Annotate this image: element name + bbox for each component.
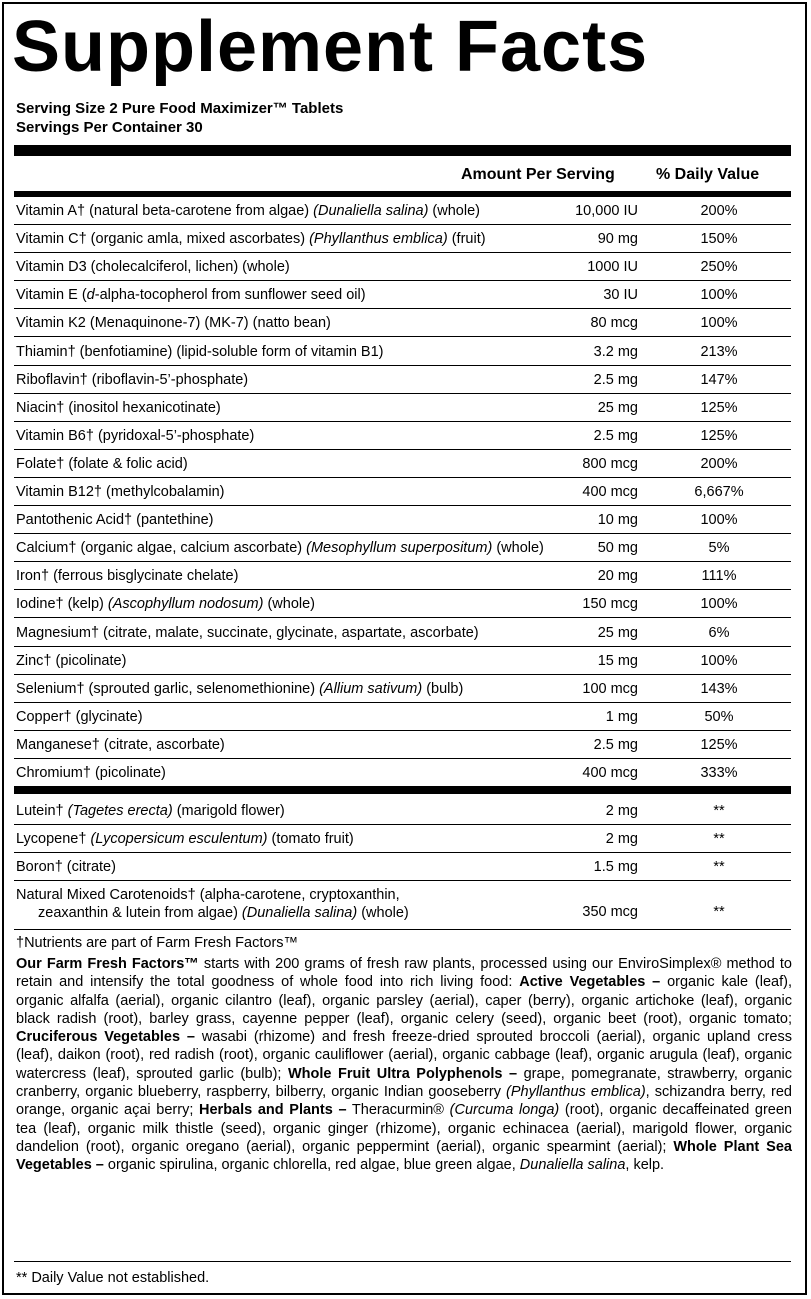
nutrient-name — [16, 764, 166, 782]
sea-vegetables-text-2: , kelp. — [625, 1157, 665, 1174]
nutrient-name-text: Boron† (citrate) — [16, 859, 116, 876]
nutrient-name-suffix: -alpha-tocopherol from sunflower seed oil) — [94, 287, 366, 304]
carotenoid-line1: Natural Mixed Carotenoids† (alpha-carotene, cryptoxanthin, — [16, 887, 400, 903]
dagger-footnote: †Nutrients are part of Farm Fresh Factors™ — [16, 935, 299, 951]
active-vegetables-heading: Active Vegetables – — [519, 974, 661, 991]
nutrient-name-text: Thiamin† (benfotiamine) (lipid-soluble form of vitamin B1) — [16, 343, 384, 360]
table-row — [14, 825, 791, 853]
nutrient-daily-value: 50% — [704, 708, 734, 725]
nutrient-amount: 30 IU — [603, 287, 638, 304]
nutrient-daily-value: 100% — [700, 652, 738, 669]
nutrient-amount: 50 mg — [597, 540, 638, 557]
nutrient-name — [16, 886, 409, 922]
nutrient-amount: 80 mcg — [590, 315, 638, 332]
nutrient-name — [16, 343, 383, 361]
carotenoid-latin-name: (Dunaliella salina) — [241, 905, 358, 921]
thick-divider-middle — [14, 786, 791, 794]
herbals-text-2: (root), organic decaffeinated green tea (leaf), organic milk thistle (seed), organic ginger (rhizome), organic echinacea (aerial), marigold flower, organic dandelion (root), organic oregano (aerial), organic peppermint (aerial), organic spearmint (aerial); — [16, 1102, 792, 1155]
nutrient-name — [16, 595, 315, 613]
nutrient-name-suffix: (fruit) — [447, 231, 486, 248]
nutrient-name — [16, 258, 290, 276]
nutrient-daily-value: 147% — [700, 371, 738, 388]
nutrient-name-suffix: (bulb) — [422, 680, 464, 697]
cruciferous-heading: Cruciferous Vegetables – — [16, 1029, 195, 1046]
nutrient-name — [16, 708, 143, 726]
nutrient-daily-value: 213% — [700, 343, 738, 360]
divider-bottom — [14, 1261, 791, 1262]
farm-fresh-paragraph — [16, 955, 792, 1175]
nutrient-daily-value: 125% — [700, 399, 738, 416]
nutrient-daily-value: 200% — [700, 203, 738, 219]
table-row — [14, 281, 791, 309]
table-row — [14, 590, 791, 618]
nutrient-name-text: Selenium† (sprouted garlic, selenomethionine) — [16, 680, 320, 697]
nutrient-daily-value: 100% — [700, 287, 738, 304]
nutrient-name-suffix: (whole) — [428, 203, 480, 219]
nutrient-name — [16, 427, 254, 445]
nutrient-name — [16, 830, 354, 848]
nutrient-name — [16, 624, 479, 642]
table-row — [14, 338, 791, 366]
nutrient-amount: 150 mcg — [582, 596, 638, 613]
nutrient-daily-value: 111% — [701, 568, 737, 585]
table-row — [14, 797, 791, 825]
fruit-text: grape, pomegranate, strawberry, organic cranberry, organic blueberry, raspberry, bilberry, organic Indian gooseberry — [16, 1065, 792, 1101]
nutrient-daily-value: 100% — [700, 596, 738, 613]
nutrient-name-text: Vitamin E ( — [16, 287, 87, 304]
table-row — [14, 394, 791, 422]
nutrient-amount: 25 mg — [597, 399, 638, 416]
nutrient-name-text: Vitamin K2 (Menaquinone-7) (MK-7) (natto bean) — [16, 315, 331, 332]
sea-vegetables-heading: Whole Plant Sea Vegetables – — [16, 1138, 792, 1174]
carotenoid-line2-suffix: (whole) — [357, 905, 409, 921]
nutrient-latin-name: d — [86, 287, 95, 304]
nutrient-name-text: Lycopene† — [16, 831, 91, 848]
serving-size: Serving Size 2 Pure Food Maximizer™ Tablets — [16, 100, 344, 117]
table-row — [14, 422, 791, 450]
table-row — [14, 619, 791, 647]
daily-value-header: % Daily Value — [656, 166, 760, 183]
table-row — [14, 366, 791, 394]
nutrient-name — [16, 736, 225, 754]
farm-fresh-intro: starts with 200 grams of fresh raw plants, processed using our EnviroSimplex® method to retain and intensify the total goodness of whole food into rich living food: — [16, 956, 792, 991]
nutrient-name-text: Zinc† (picolinate) — [16, 652, 127, 669]
nutrient-name-text: Vitamin D3 (cholecalciferol, lichen) (whole) — [16, 259, 290, 276]
nutrient-name — [16, 539, 544, 557]
nutrient-name — [16, 314, 331, 332]
nutrient-name — [16, 567, 238, 585]
nutrient-daily-value: 333% — [700, 765, 738, 781]
nutrient-name-text: Folate† (folate & folic acid) — [16, 455, 188, 472]
nutrient-name-suffix: (tomato fruit) — [267, 831, 354, 848]
nutrient-latin-name: (Ascophyllum nodosum) — [107, 596, 264, 613]
page-title: Supplement Facts — [12, 7, 649, 87]
nutrient-name-text: Niacin† (inositol hexanicotinate) — [16, 399, 221, 416]
nutrient-amount: 2 mg — [605, 831, 638, 848]
table-row — [14, 478, 791, 506]
nutrient-name — [16, 230, 486, 248]
table-row — [14, 450, 791, 478]
nutrient-amount: 400 mcg — [582, 765, 638, 781]
nutrient-name-suffix: (whole) — [492, 540, 544, 557]
nutrient-latin-name: (Lycopersicum esculentum) — [90, 831, 268, 848]
nutrient-name-text: Iodine† (kelp) — [16, 596, 108, 613]
nutrient-daily-value: 200% — [700, 455, 738, 472]
table-row — [14, 703, 791, 731]
daily-value-footnote: ** Daily Value not established. — [16, 1270, 210, 1286]
nutrient-name-text: Vitamin B6† (pyridoxal-5’-phosphate) — [16, 427, 255, 444]
table-row — [14, 647, 791, 675]
nutrient-amount: 10,000 IU — [575, 203, 638, 219]
nutrient-name-text: Calcium† (organic algae, calcium ascorbate) — [16, 540, 307, 557]
nutrient-amount: 100 mcg — [582, 680, 638, 697]
nutrient-amount: 20 mg — [597, 568, 638, 585]
nutrient-name — [16, 680, 463, 698]
carotenoid-line2 — [16, 905, 409, 921]
fruit-latin-name: (Phyllanthus emblica) — [506, 1084, 646, 1101]
servings-per-container: Servings Per Container 30 — [16, 119, 203, 136]
nutrient-daily-value: ** — [713, 904, 725, 920]
nutrient-amount: 90 mg — [597, 231, 638, 248]
nutrient-name-text: Vitamin A† (natural beta-carotene from algae) — [16, 203, 314, 219]
nutrient-name-text: Pantothenic Acid† (pantethine) — [16, 512, 214, 529]
herbals-latin-name: (Curcuma longa) — [449, 1102, 560, 1119]
nutrient-amount: 1.5 mg — [593, 859, 638, 876]
nutrient-name — [16, 483, 224, 501]
nutrient-name-text: Magnesium† (citrate, malate, succinate, glycinate, aspartate, ascorbate) — [16, 624, 479, 641]
nutrient-daily-value: 100% — [700, 315, 738, 332]
nutrient-amount: 2.5 mg — [593, 427, 638, 444]
farm-fresh-lead: Our Farm Fresh Factors™ — [16, 956, 199, 972]
nutrient-amount: 1000 IU — [587, 259, 638, 276]
nutrient-name-text: Vitamin C† (organic amla, mixed ascorbates) — [16, 231, 310, 248]
nutrient-name — [16, 202, 480, 220]
herbals-heading: Herbals and Plants – — [199, 1102, 347, 1119]
nutrient-name-text: Iron† (ferrous bisglycinate chelate) — [16, 568, 239, 585]
nutrient-daily-value: 150% — [700, 231, 738, 248]
table-row — [14, 253, 791, 281]
table-row — [14, 853, 791, 881]
nutrient-name-text: Chromium† (picolinate) — [16, 765, 166, 781]
thick-divider-top — [14, 145, 791, 156]
nutrient-amount: 2.5 mg — [593, 371, 638, 388]
nutrient-name — [16, 399, 221, 417]
nutrient-name-text: Lutein† — [16, 803, 68, 819]
nutrient-name-text: Manganese† (citrate, ascorbate) — [16, 736, 225, 753]
amount-header: Amount Per Serving — [461, 166, 615, 183]
nutrient-daily-value: 100% — [700, 512, 738, 529]
nutrient-daily-value: 5% — [708, 540, 730, 557]
nutrient-latin-name: (Mesophyllum superpositum) — [306, 540, 493, 557]
nutrient-name — [16, 802, 285, 820]
nutrient-latin-name: (Dunaliella salina) — [313, 203, 429, 219]
nutrient-daily-value: ** — [713, 859, 725, 876]
nutrient-name — [16, 286, 366, 304]
carotenoid-line2-text: zeaxanthin & lutein from algae) — [38, 905, 242, 921]
table-row — [14, 759, 791, 787]
table-row — [14, 534, 791, 562]
nutrient-amount: 25 mg — [597, 624, 638, 641]
nutrient-amount: 2.5 mg — [593, 736, 638, 753]
nutrient-daily-value: ** — [713, 803, 725, 819]
nutrient-daily-value: 125% — [700, 736, 738, 753]
active-vegetables-text: organic kale (leaf), organic alfalfa (aerial), organic cilantro (leaf), organic parsley (aerial), caper (berry), organic artichoke (leaf), organic black radish (root), barley grass, cayenne pepper (leaf), organic celery (seed), organic beet (root), organic tomato; — [16, 974, 792, 1027]
nutrient-name — [16, 455, 188, 473]
nutrient-name-suffix: (marigold flower) — [172, 803, 285, 819]
table-row — [14, 506, 791, 534]
fruit-heading: Whole Fruit Ultra Polyphenols – — [287, 1065, 518, 1082]
table-row — [14, 675, 791, 703]
nutrient-name — [16, 511, 214, 529]
cruciferous-text: wasabi (rhizome) and fresh freeze-dried sprouted broccoli (aerial), organic upland cress (leaf), daikon (root), red radish (root), organic cauliflower (aerial), organic cabbage (leaf), organic arugula (leaf), organic watercress (leaf), sprouted garlic (bulb); — [16, 1029, 792, 1082]
nutrient-daily-value: 6,667% — [694, 484, 744, 500]
nutrient-amount: 350 mcg — [582, 904, 638, 920]
sea-latin-name: Dunaliella salina — [519, 1157, 626, 1174]
nutrient-name-text: Vitamin B12† (methylcobalamin) — [16, 484, 225, 500]
sea-vegetables-text: organic spirulina, organic chlorella, red algae, blue green algae, — [103, 1157, 520, 1174]
nutrient-amount: 15 mg — [597, 652, 638, 669]
nutrient-daily-value: 250% — [700, 259, 738, 276]
table-row — [14, 562, 791, 590]
nutrient-daily-value: 125% — [700, 427, 738, 444]
nutrient-daily-value: ** — [713, 831, 725, 848]
nutrient-amount: 800 mcg — [582, 455, 638, 472]
nutrient-amount: 3.2 mg — [593, 343, 638, 360]
nutrient-name-suffix: (whole) — [263, 596, 316, 613]
fruit-text-2: , schizandra berry, red orange, organic açai berry; — [16, 1084, 792, 1119]
nutrient-name — [16, 371, 248, 389]
nutrient-daily-value: 6% — [708, 624, 730, 641]
nutrient-amount: 400 mcg — [582, 484, 638, 500]
nutrient-name-text: Riboflavin† (riboflavin-5’-phosphate) — [16, 371, 249, 388]
table-row — [14, 197, 791, 225]
table-row — [14, 731, 791, 759]
nutrient-latin-name: (Tagetes erecta) — [67, 803, 173, 819]
nutrient-amount: 10 mg — [597, 512, 638, 529]
nutrient-name — [16, 858, 116, 876]
nutrient-name-text: Copper† (glycinate) — [16, 708, 143, 725]
table-row — [14, 309, 791, 337]
nutrient-amount: 1 mg — [605, 708, 638, 725]
nutrient-amount: 2 mg — [605, 803, 638, 819]
nutrient-name — [16, 652, 126, 670]
nutrient-latin-name: (Phyllanthus emblica) — [309, 231, 448, 248]
herbals-text: Theracurmin® — [346, 1102, 450, 1119]
nutrient-daily-value: 143% — [700, 680, 738, 697]
table-row — [14, 884, 791, 930]
table-row — [14, 225, 791, 253]
nutrient-latin-name: (Allium sativum) — [319, 680, 423, 697]
